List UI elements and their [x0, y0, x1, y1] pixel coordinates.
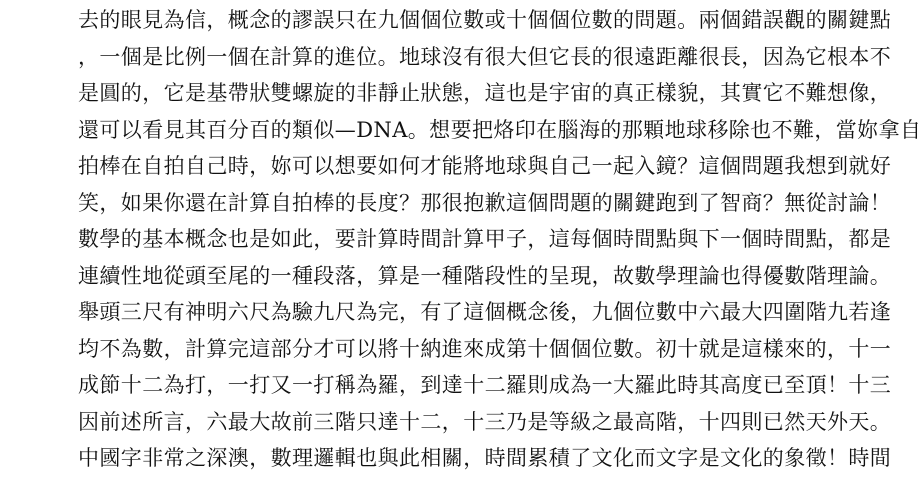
body-text: [78, 2, 921, 477]
text-line-1: 去的眼見為信，概念的謬誤只在九個個位數或十個個位數的問題。兩個錯誤觀的關鍵點: [78, 8, 892, 32]
text-line-13: 中國字非常之深澳，數理邏輯也與此相關，時間累積了文化而文字是文化的象徵！時間: [78, 446, 892, 470]
text-line-9: 舉頭三尺有神明六尺為驗九尺為完，有了這個概念後，九個位數中六最大四圍階九若逢: [78, 300, 892, 324]
text-line-4: 還可以看見其百分百的類似—DNA。想要把烙印在腦海的那顆地球移除也不難，當妳拿自: [78, 117, 921, 142]
text-line-2: ，一個是比例一個在計算的進位。地球沒有很大但它長的很遠距離很長，因為它根本不: [78, 44, 892, 69]
text-line-5: 拍棒在自拍自己時，妳可以想要如何才能將地球與自己一起入鏡？這個問題我想到就好: [78, 154, 892, 178]
text-line-11: 成節十二為打，一打又一打稱為羅，到達十二羅則成為一大羅此時其高度已至頂！十三: [78, 373, 892, 397]
text-line-8: 連續性地從頭至尾的一種段落，算是一種階段性的呈現，故數學理論也得優數階理論。: [78, 263, 892, 288]
text-line-12: 因前述所言，六最大故前三階只達十二，十三乃是等級之最高階，十四則已然天外天。: [78, 409, 892, 434]
text-line-10: 均不為數，計算完這部分才可以將十納進來成第十個個位數。初十就是這樣來的，十一: [78, 336, 892, 361]
text-line-3: 是圓的，它是基帶狀雙螺旋的非靜止狀態，這也是宇宙的真正樣貌，其實它不難想像，: [78, 81, 892, 105]
text-line-6: 笑，如果你還在計算自拍棒的長度？那很抱歉這個問題的關鍵跑到了智商？無從討論！: [78, 190, 892, 215]
text-line-7: 數學的基本概念也是如此，要計算時間計算甲子，這每個時間點與下一個時間點，都是: [78, 227, 892, 251]
